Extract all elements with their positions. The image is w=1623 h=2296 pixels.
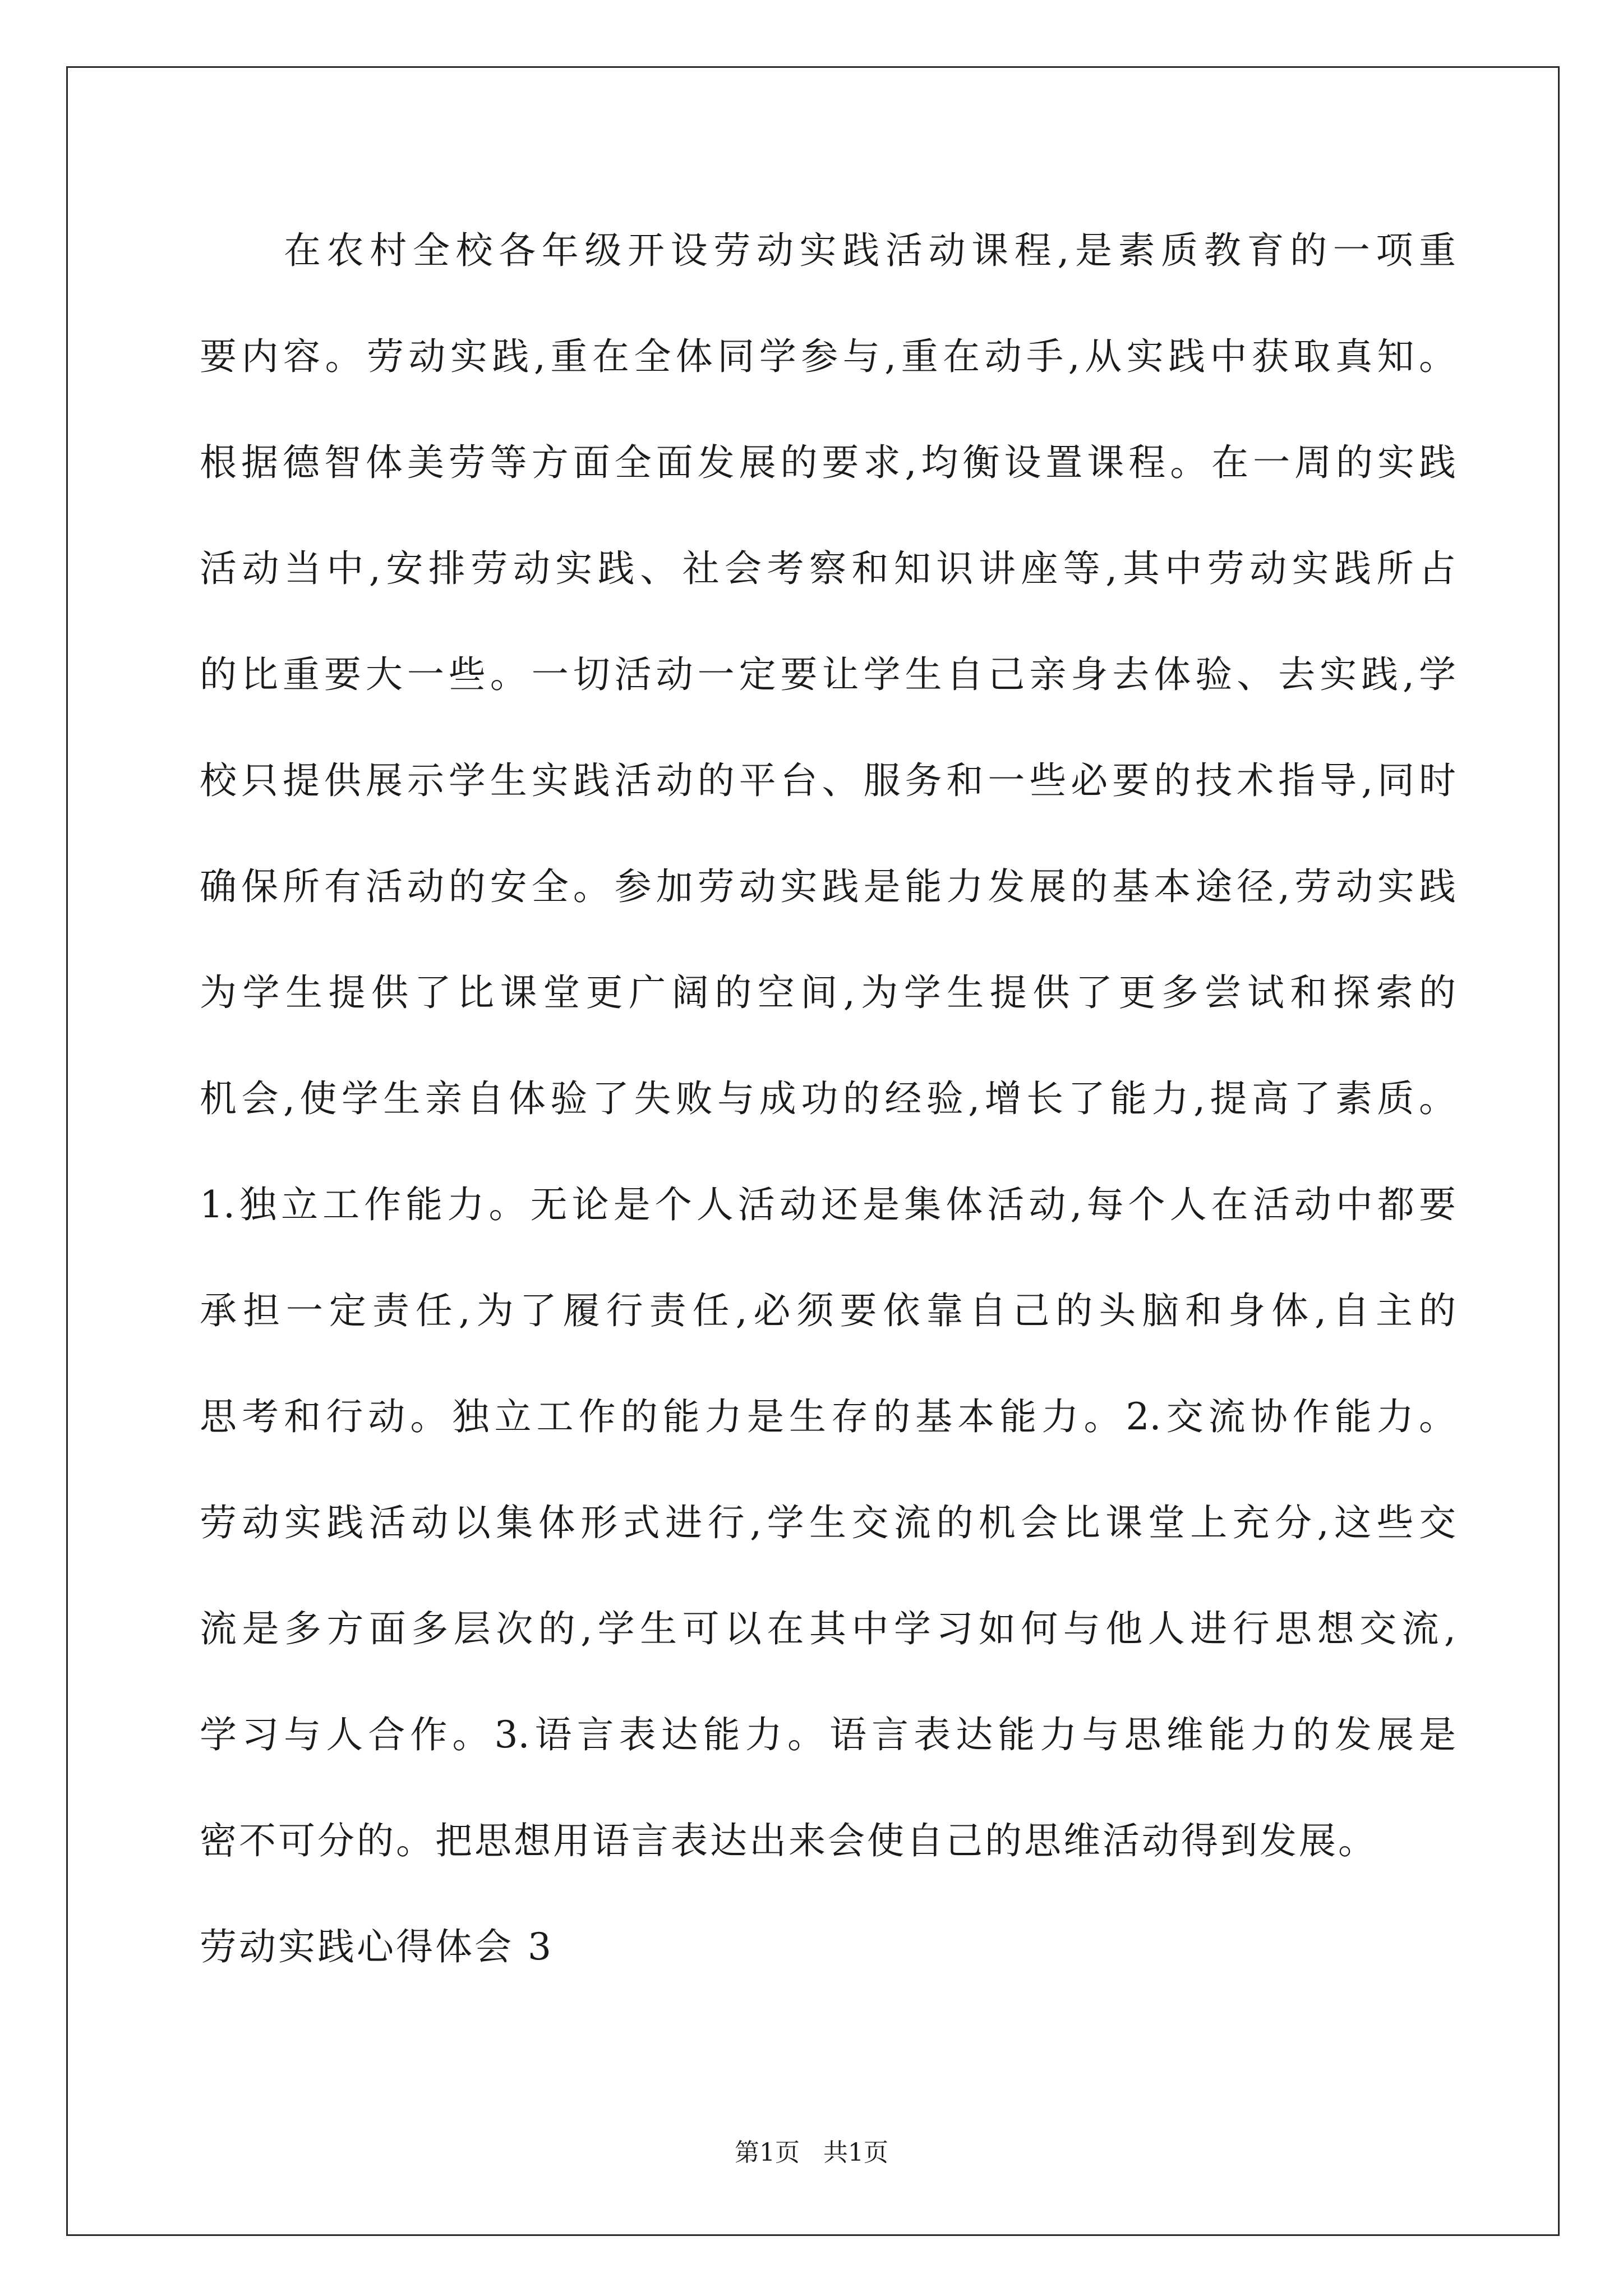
paragraph-line: 确保所有活动的安全。参加劳动实践是能力发展的基本途径,劳动实践 [200, 865, 1456, 908]
section-heading: 劳动实践心得体会 3 [200, 1925, 554, 1968]
document-body [200, 197, 1456, 2000]
paragraph-line: 的比重要大一些。一切活动一定要让学生自己亲身去体验、去实践,学 [200, 653, 1456, 696]
paragraph-line: 校只提供展示学生实践活动的平台、服务和一些必要的技术指导,同时 [200, 759, 1456, 802]
paragraph-line: 1.独立工作能力。无论是个人活动还是集体活动,每个人在活动中都要 [200, 1183, 1456, 1226]
paragraph-line: 思考和行动。独立工作的能力是生存的基本能力。2.交流协作能力。 [200, 1395, 1456, 1438]
paragraph-line: 学习与人合作。3.语言表达能力。语言表达能力与思维能力的发展是 [200, 1713, 1456, 1756]
page-footer: 第1页 共1页 [735, 2138, 888, 2167]
paragraph-line: 在农村全校各年级开设劳动实践活动课程,是素质教育的一项重 [284, 229, 1456, 272]
paragraph-line: 要内容。劳动实践,重在全体同学参与,重在动手,从实践中获取真知。 [200, 335, 1456, 378]
paragraph-line: 劳动实践活动以集体形式进行,学生交流的机会比课堂上充分,这些交 [200, 1501, 1456, 1544]
paragraph-line: 密不可分的。把思想用语言表达出来会使自己的思维活动得到发展。 [200, 1819, 1377, 1862]
paragraph-line: 为学生提供了比课堂更广阔的空间,为学生提供了更多尝试和探索的 [200, 971, 1456, 1014]
paragraph-line: 承担一定责任,为了履行责任,必须要依靠自己的头脑和身体,自主的 [200, 1289, 1456, 1332]
paragraph-line: 机会,使学生亲自体验了失败与成功的经验,增长了能力,提高了素质。 [200, 1077, 1456, 1120]
paragraph-line: 活动当中,安排劳动实践、社会考察和知识讲座等,其中劳动实践所占 [200, 547, 1456, 590]
paragraph-line: 流是多方面多层次的,学生可以在其中学习如何与他人进行思想交流, [200, 1607, 1456, 1650]
paragraph-line: 根据德智体美劳等方面全面发展的要求,均衡设置课程。在一周的实践 [200, 441, 1456, 484]
